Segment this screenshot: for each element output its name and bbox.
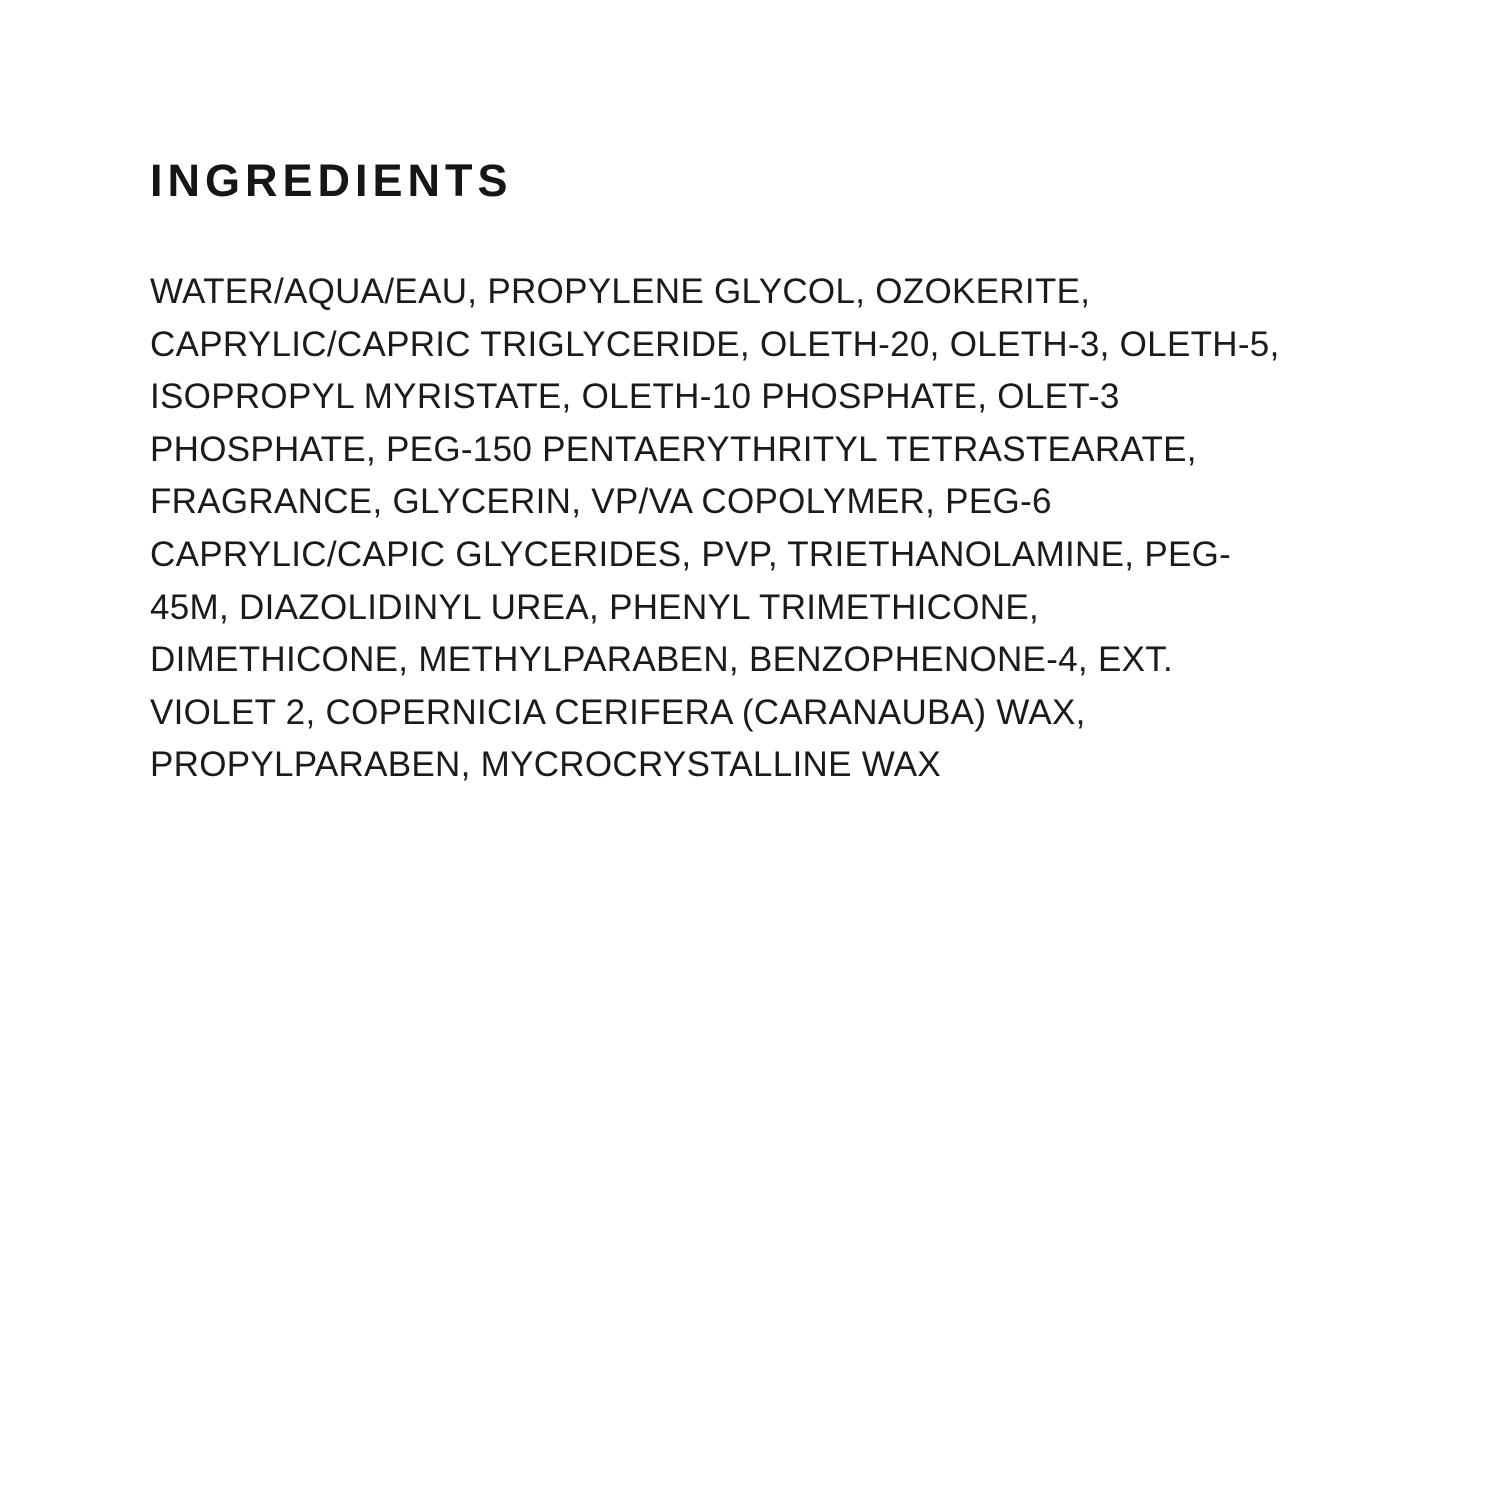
ingredients-line: FRAGRANCE, GLYCERIN, VP/VA COPOLYMER, PEG-6 — [150, 482, 1052, 522]
ingredients-text — [150, 266, 1380, 792]
ingredients-line: PHOSPHATE, PEG-150 PENTAERYTHRITYL TETRASTEARATE, — [150, 429, 1197, 469]
ingredients-line: PROPYLPARABEN, MYCROCRYSTALLINE WAX — [150, 745, 942, 785]
ingredients-line: VIOLET 2, COPERNICIA CERIFERA (CARANAUBA) WAX, — [150, 692, 1086, 732]
ingredients-line: WATER/AQUA/EAU, PROPYLENE GLYCOL, OZOKERITE, — [150, 272, 1091, 311]
ingredients-line: DIMETHICONE, METHYLPARABEN, BENZOPHENONE-4, EXT. — [150, 640, 1174, 680]
ingredients-line: CAPRYLIC/CAPRIC TRIGLYCERIDE, OLETH-20, OLETH-3, OLETH-5, — [150, 324, 1280, 364]
ingredients-heading: INGREDIENTS — [150, 155, 513, 206]
ingredients-line: CAPRYLIC/CAPIC GLYCERIDES, PVP, TRIETHANOLAMINE, PEG- — [150, 534, 1232, 574]
ingredients-line: 45M, DIAZOLIDINYL UREA, PHENYL TRIMETHICONE, — [150, 587, 1040, 627]
ingredients-line: ISOPROPYL MYRISTATE, OLETH-10 PHOSPHATE, OLET-3 — [150, 377, 1120, 417]
